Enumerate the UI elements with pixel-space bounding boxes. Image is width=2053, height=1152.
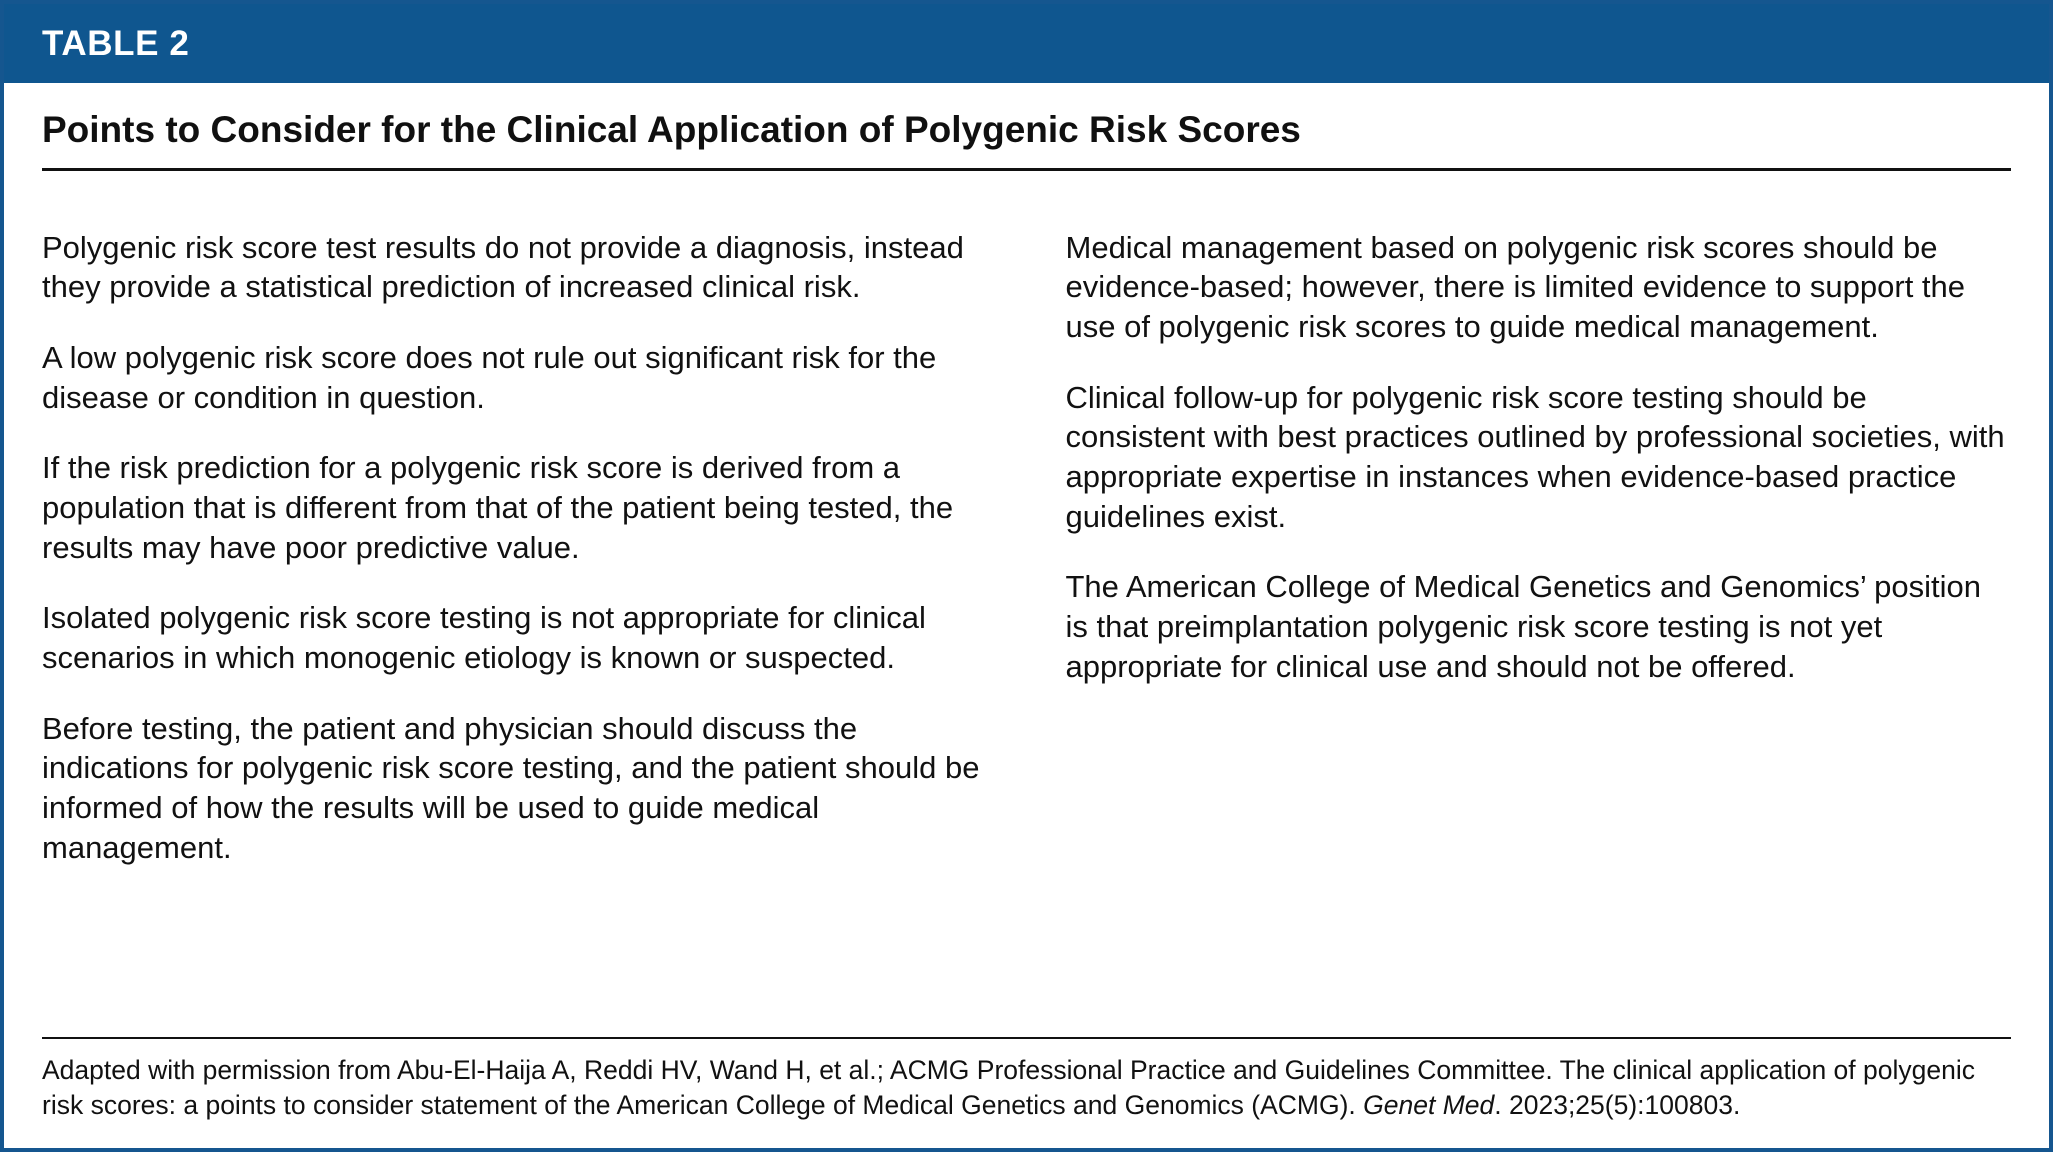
list-item: Before testing, the patient and physician should discuss the indications for polygenic risk score testing, and the patient should be informed of how the results will be used to guide medical management.: [42, 710, 980, 865]
table-number-label: TABLE 2: [42, 23, 190, 63]
right-column: [1066, 197, 2012, 868]
list-item: Medical management based on polygenic risk scores should be evidence-based; however, there is limited evidence to support the use of polygenic risk scores to guide medical management.: [1065, 229, 1966, 344]
table-banner: [4, 4, 2049, 83]
left-column: [42, 197, 988, 868]
list-item: Clinical follow-up for polygenic risk score testing should be consistent with best practices outlined by professional societies, with appropriate expertise in instances when evidence-based practice guidelines exist.: [1065, 379, 2005, 534]
footnote-journal-name: Genet Med: [1363, 1089, 1495, 1120]
table-body: [4, 171, 2049, 868]
footnote-text-part1: Adapted with permission from Abu-El-Haija A, Reddi HV, Wand H, et al.; ACMG Professional Practice and Guidelines Committee. The clinical application of polygenic risk scores: a points to consider statement of the American College of Medical Genetics and Genomics (ACMG).: [42, 1055, 1975, 1120]
footnote-text-part2: . 2023;25(5):100803.: [1494, 1089, 1741, 1120]
source-footnote: [4, 1039, 2049, 1122]
list-item: Isolated polygenic risk score testing is not appropriate for clinical scenarios in which monogenic etiology is known or suspected.: [42, 600, 926, 675]
list-item: If the risk prediction for a polygenic risk score is derived from a population that is different from that of the patient being tested, the results may have poor predictive value.: [42, 450, 954, 565]
list-item: The American College of Medical Genetics and Genomics’ position is that preimplantation polygenic risk score testing is not yet appropriate for clinical use and should not be offered.: [1065, 569, 1982, 684]
table-title: Points to Consider for the Clinical Application of Polygenic Risk Scores: [42, 109, 1301, 150]
table-title-wrap: [4, 83, 2049, 168]
list-item: Polygenic risk score test results do not provide a diagnosis, instead they provide a statistical prediction of increased clinical risk.: [42, 229, 964, 305]
list-item: A low polygenic risk score does not rule out significant risk for the disease or condition in question.: [42, 339, 937, 415]
footnote-wrap: [4, 1037, 2049, 1122]
